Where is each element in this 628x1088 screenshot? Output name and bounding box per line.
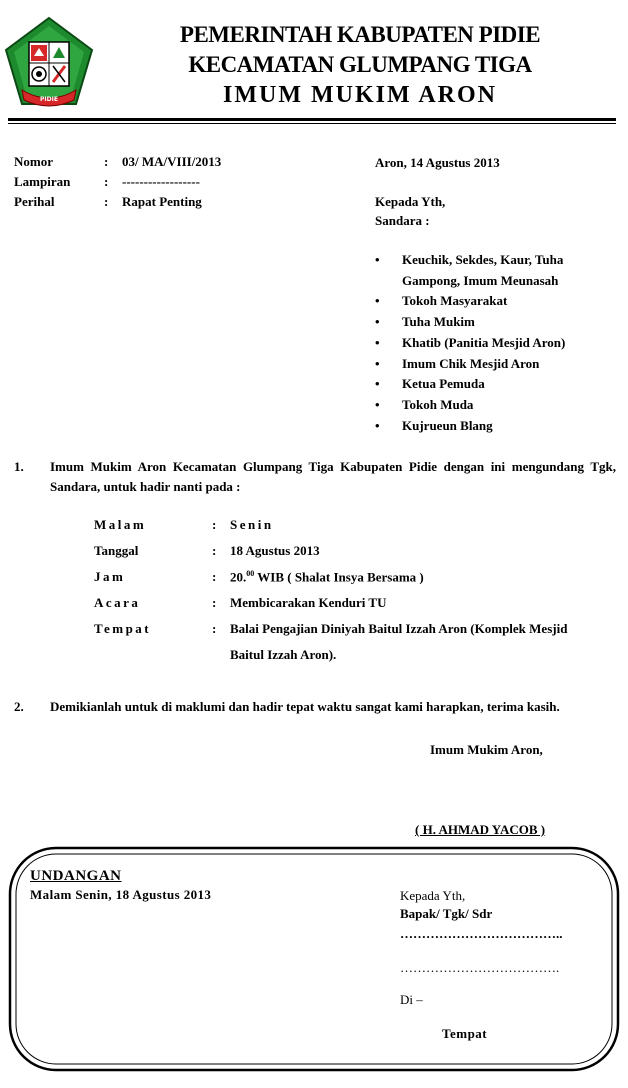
malam-colon: :	[212, 517, 217, 532]
invitation-di: Di –	[400, 992, 423, 1007]
recipient-item: • Keuchik, Sekdes, Kaur, Tuha Gampong, Imum Meunasah	[375, 250, 615, 291]
invitation-title: UNDANGAN	[30, 868, 122, 884]
recipient-item: • Tuha Mukim	[375, 312, 615, 333]
recipient-item: • Tokoh Masyarakat	[375, 291, 615, 312]
tempat-label: Tempat	[94, 621, 152, 636]
jam-value-rest: WIB ( Shalat Insya Bersama )	[254, 569, 424, 585]
recipient-item: • Khatib (Panitia Mesjid Aron)	[375, 333, 615, 354]
acara-value: Membicarakan Kenduri TU	[230, 595, 387, 610]
addressee-kepada: Kepada Yth,	[375, 194, 446, 209]
tanggal-colon: :	[212, 543, 217, 558]
tempat-value-line2: Baitul Izzah Aron).	[230, 647, 337, 662]
para2-text: Demikianlah untuk di maklumi dan hadir tepat waktu sangat kami harapkan, terima kasih.	[50, 699, 560, 714]
nomor-label: Nomor	[14, 154, 53, 169]
invitation-dots-2: ……………………………….	[400, 960, 560, 975]
lampiran-colon: :	[104, 174, 109, 189]
recipient-item: • Imum Chik Mesjid Aron	[375, 354, 615, 375]
nomor-value: 03/ MA/VIII/2013	[122, 154, 222, 169]
malam-label: Malam	[94, 517, 147, 532]
perihal-colon: :	[104, 194, 109, 209]
jam-value	[230, 569, 424, 585]
recipient-item: • Ketua Pemuda	[375, 374, 615, 395]
letterhead-line-1: PEMERINTAH KABUPATEN PIDIE	[179, 22, 541, 47]
malam-value: Senin	[230, 517, 274, 532]
pidie-logo	[4, 16, 94, 108]
tempat-value-line1: Balai Pengajian Diniyah Baitul Izzah Aron (Komplek Mesjid	[230, 621, 568, 636]
recipient-list	[375, 250, 615, 436]
jam-label: Jam	[94, 569, 126, 584]
header-rule-thick	[8, 118, 616, 121]
recipient-item: • Kujrueun Blang	[375, 416, 615, 437]
letterhead-line-3: IMUM MUKIM ARON	[223, 82, 497, 108]
addressee-sandara: Sandara :	[375, 213, 430, 228]
invitation-bapak: Bapak/ Tgk/ Sdr	[400, 906, 493, 921]
perihal-value: Rapat Penting	[122, 194, 202, 209]
jam-colon: :	[212, 569, 217, 584]
signature-name: ( H. AHMAD YACOB )	[415, 822, 546, 837]
para1-number: 1.	[14, 459, 24, 474]
perihal-label: Perihal	[14, 194, 55, 209]
letterhead-line-2: KECAMATAN GLUMPANG TIGA	[188, 52, 532, 77]
lampiran-label: Lampiran	[14, 174, 71, 189]
invitation-date: Malam Senin, 18 Agustus 2013	[30, 887, 212, 902]
para2-number: 2.	[14, 699, 24, 714]
recipient-item: • Tokoh Muda	[375, 395, 615, 416]
lampiran-value: ------------------	[122, 174, 200, 189]
acara-colon: :	[212, 595, 217, 610]
tanggal-label: Tanggal	[94, 543, 139, 558]
para1-text: Imum Mukim Aron Kecamatan Glumpang Tiga Kabupaten Pidie dengan ini mengundang Tgk, Sandara, untuk hadir nanti pada :	[50, 459, 616, 494]
jam-value-sup: 00	[246, 569, 255, 578]
invitation-dots-1: ………………………………..	[400, 926, 563, 941]
logo-ribbon-text: PIDIE	[40, 96, 58, 103]
nomor-colon: :	[104, 154, 109, 169]
signature-title: Imum Mukim Aron,	[430, 742, 543, 757]
tanggal-value: 18 Agustus 2013	[230, 543, 320, 558]
tempat-colon: :	[212, 621, 217, 636]
place-date: Aron, 14 Agustus 2013	[375, 155, 500, 170]
acara-label: Acara	[94, 595, 141, 610]
header-rule-thin	[8, 123, 616, 124]
jam-value-main: 20.	[230, 569, 247, 585]
invitation-kepada: Kepada Yth,	[400, 888, 466, 903]
invitation-tempat: Tempat	[442, 1026, 488, 1041]
